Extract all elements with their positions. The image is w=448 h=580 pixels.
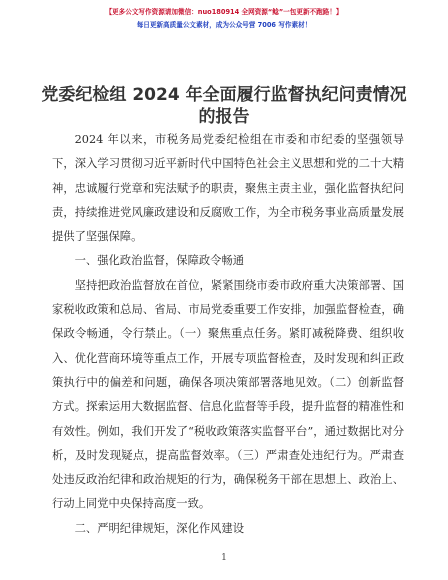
section-heading-2: 二、严明纪律规矩，深化作风建设 [74,521,245,535]
section-heading-1: 一、强化政治监督，保障政令畅通 [74,254,245,268]
banner-line-1: 【更多公文写作资源请加微信：nuo180914 全网资源“鲶”一包更新不跑路！】 [105,8,343,16]
section-1-paragraph: 坚持把政治监督放在首位，紧紧围绕市委市政府重大决策部署、国家税收政策和总局、省局、市局党委重要工作安排，加强监督检查，确保政令畅通，令行禁止。（一）聚焦重点任务。紧盯减税降费、组织收入、优化营商环境等重点工作，开展专项监督检查，及时发现和纠正政策执行中的偏差和问题，确保各项决策部署落地见效。（二）创新监督方式。探索运用大数据监督、信息化监督等手段，提升监督的精准性和有效性。例如，我们开发了“税收政策落实监督平台”，通过数据比对分析，及时发现疑点，提高监督效率。（三）严肃查处违纪行为。严肃查处违反政治纪律和政治规矩的行为，确保税务干部在思想上、政治上、行动上同党中央保持高度一致。 [52,278,404,511]
intro-paragraph: 2024 年以来，市税务局党委纪检组在市委和市纪委的坚强领导下，深入学习贯彻习近平新时代中国特色社会主义思想和党的二十大精神，忠诚履行党章和宪法赋予的职责，聚焦主责主业，强化监督执纪问责，持续推进党风廉政建设和反腐败工作，为全市税务事业高质量发展提供了坚强保障。 [52,133,404,244]
header-banner [0,6,448,32]
banner-line-2: 每日更新高质量公文素材，成为公众号营 7006 写作素材！ [136,21,312,29]
document-title: 党委纪检组 2024 年全面履行监督执纪问责情况的报告 [41,85,407,127]
page-number: 1 [221,553,227,563]
document-body [52,128,404,541]
